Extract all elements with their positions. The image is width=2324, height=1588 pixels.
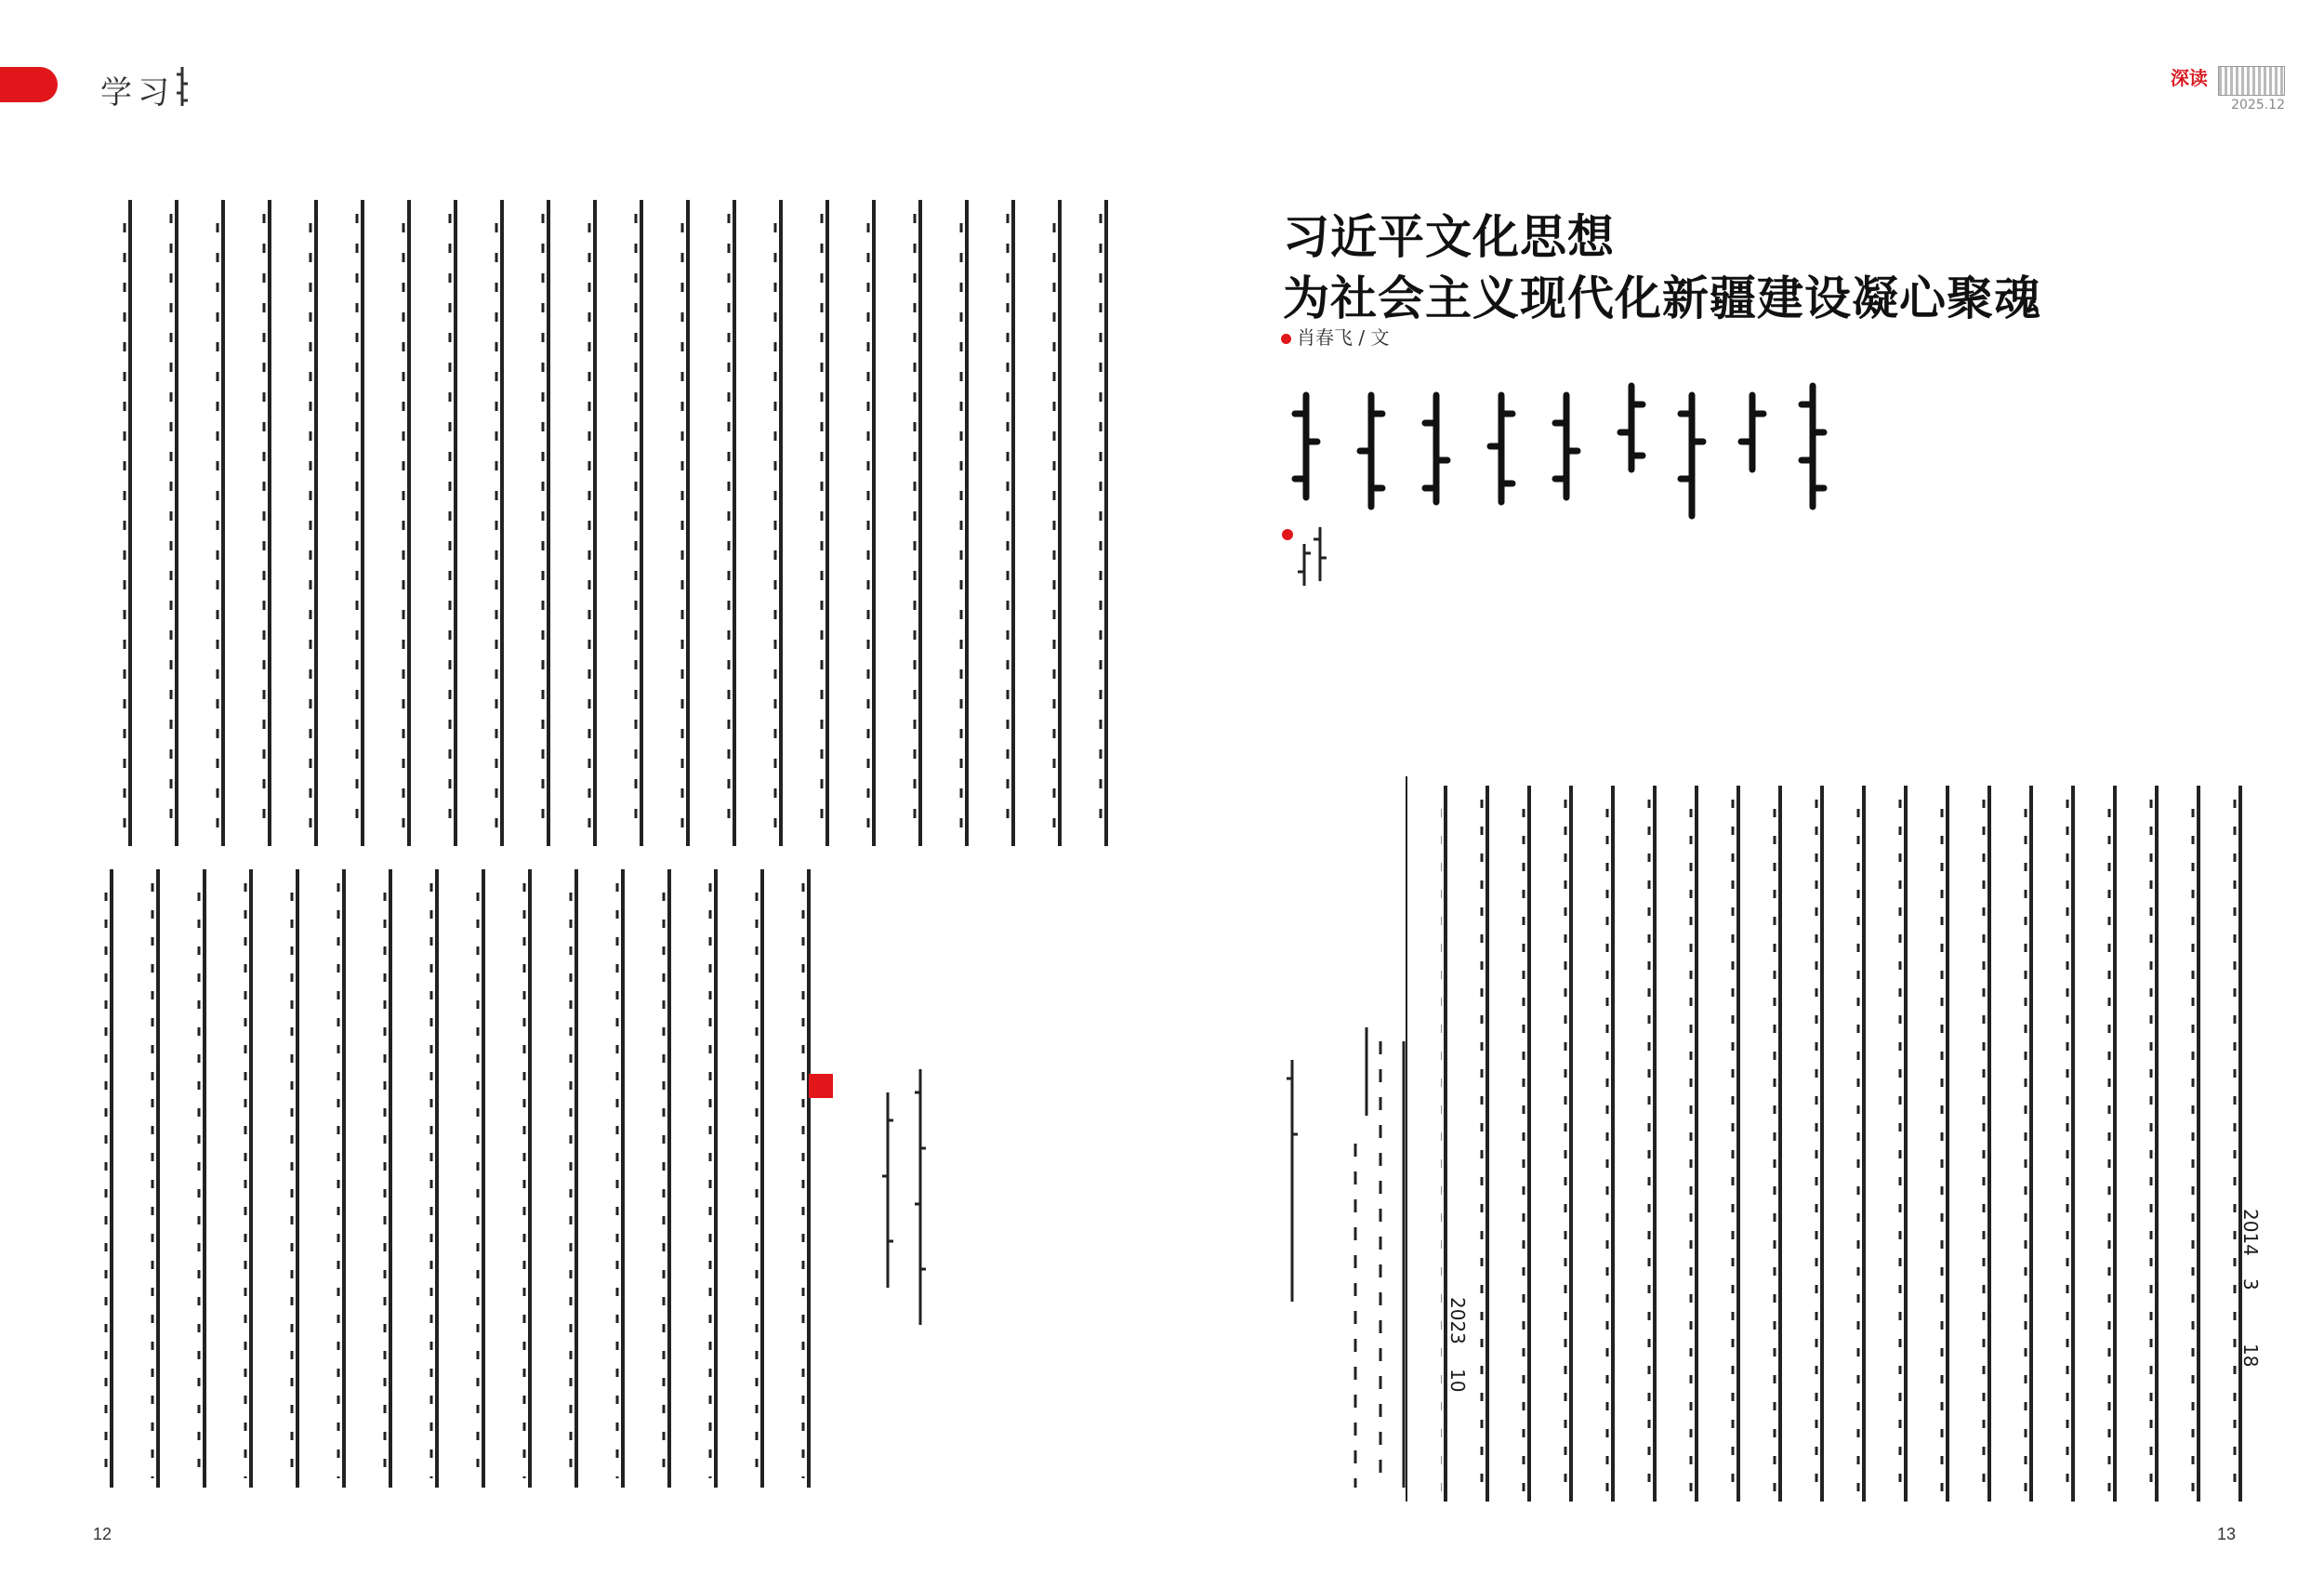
section-label: 学习: [100, 74, 175, 112]
section-marker: [809, 1074, 833, 1098]
right-page-text-graphic: [1441, 781, 2259, 1515]
byline-dot: [1281, 334, 1291, 344]
section-label-mongolian: [175, 65, 190, 108]
footnote-graphic: [869, 1065, 944, 1334]
issue-date: 2025.12: [2231, 97, 2285, 112]
mongolian-script-graphic: [175, 65, 190, 108]
page-number-left: 12: [93, 1525, 112, 1543]
article-title-line1: 习近平文化思想: [1283, 210, 1615, 264]
article-title: [1283, 206, 2041, 329]
mongolian-title-graphic: [1283, 377, 1841, 525]
magazine-badge: [2218, 66, 2285, 96]
byline-text: 肖春飞 / 文: [1297, 326, 1390, 349]
article-title-line2: 为社会主义现代化新疆建设凝心聚魂: [1283, 271, 2041, 325]
magazine-brand: 深读: [2170, 67, 2208, 89]
left-page-upper-text-graphic: [102, 195, 1125, 865]
magazine-logo: [2171, 63, 2285, 112]
mongolian-byline-graphic: [1278, 525, 1334, 590]
inline-number-18: 18: [2239, 1343, 2262, 1368]
quote-rule-vertical: [1406, 776, 1407, 1502]
inline-number-3: 3: [2239, 1278, 2262, 1290]
left-page-lower-text-graphic: [102, 865, 827, 1506]
section-color-tab: [0, 67, 58, 102]
quote-block-graphic: [1274, 1023, 1432, 1506]
inline-year-2023: 2023: [1446, 1297, 1469, 1344]
page-number-right: 13: [2217, 1525, 2237, 1543]
inline-year-2014: 2014: [2239, 1209, 2262, 1256]
byline: [1281, 323, 1389, 350]
inline-number-10: 10: [1446, 1369, 1469, 1393]
